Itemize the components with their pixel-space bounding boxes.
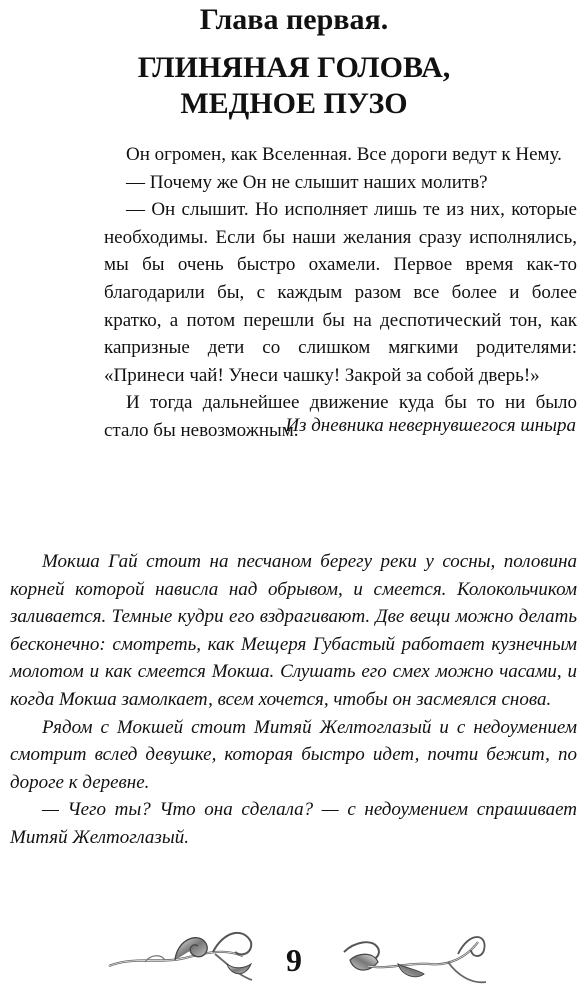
epigraph-paragraph: Он огромен, как Вселенная. Все дороги ведут к Нему. — [126, 144, 562, 165]
chapter-title-line: МЕДНОЕ ПУЗО — [180, 87, 408, 120]
page-footer — [0, 912, 588, 996]
chapter-title — [0, 50, 588, 122]
body-paragraph: Рядом с Мокшей стоит Митяй Желтоглазый и с недоумением смотрит вслед девушке, которая быстро идет, почти бежит, по дороге к деревне. — [10, 716, 577, 793]
epigraph-paragraph: — Почему же Он не слышит наших молитв? — [126, 171, 488, 193]
chapter-title-line: ГЛИНЯНАЯ ГОЛОВА, — [137, 51, 451, 84]
body-paragraph: — Чего ты? Что она сделала? — с недоумением спрашивает Митяй Желтоглазый. — [10, 799, 577, 848]
epigraph-attribution: Из дневника невернувшегося шныра — [285, 415, 576, 436]
page-number: 9 — [286, 942, 302, 978]
ornament-right-icon — [338, 918, 488, 988]
chapter-label: Глава первая. — [199, 3, 389, 36]
ornament-left-icon — [105, 918, 255, 988]
body-paragraph: Мокша Гай стоит на песчаном берегу реки у сосны, половина корней которой нависла над обрывом, и смеется. Колокольчиком заливается. Темные кудри его вздрагивают. Две вещи можно делать бесконечно: смотреть, как Мещеря Губастый работает кузнечным молотом и как смеется Мокша. Слушать его смех можно часами, и когда Мокша замолкает, всем хочется, чтобы он засмеялся снова. — [10, 551, 577, 710]
epigraph — [104, 141, 577, 445]
epigraph-paragraph: И тогда дальнейшее движение куда бы то ни было стало бы невозможным. — [104, 392, 577, 441]
epigraph-paragraph: — Он слышит. Но исполняет лишь те из них, которые необходимы. Если бы наши желания сразу исполнялись, мы бы очень быстро охамели. Первое время как-то благодарили бы, с каждым разом все более и более кратко, а потом перешли бы на деспотический тон, как капризные дети со слишком мягкими родителями: «Принеси чай! Унеси чашку! Закрой за собой дверь!» — [104, 199, 577, 386]
body-text — [10, 548, 577, 852]
